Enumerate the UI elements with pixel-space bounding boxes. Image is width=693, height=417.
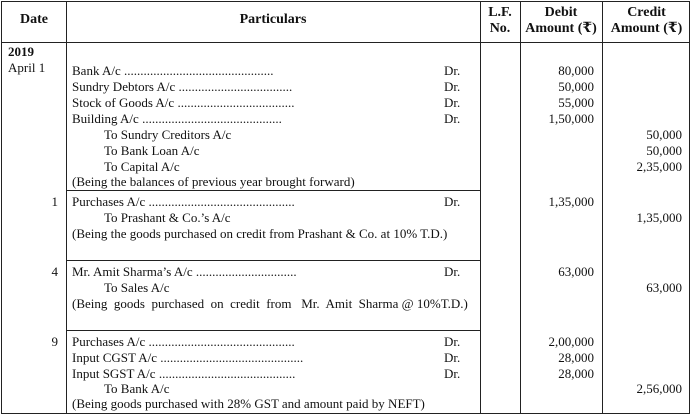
- debit-account-line: Purchases A/c .............................................: [72, 194, 295, 209]
- entry-divider: [66, 330, 480, 331]
- dr-marker: Dr.: [444, 111, 461, 126]
- debit-account-line: Input SGST A/c ..........................................: [72, 366, 296, 381]
- debit-amount: 28,000: [558, 350, 594, 365]
- dr-marker: Dr.: [444, 366, 461, 381]
- narration: (Being goods purchased with 28% GST and amount paid by NEFT): [72, 396, 425, 411]
- header-divider: [2, 42, 689, 43]
- credit-account-line: To Prashant & Co.’s A/c: [104, 210, 231, 225]
- entry-date: 4: [51, 264, 58, 279]
- debit-amount: 63,000: [558, 264, 594, 279]
- debit-amount: 28,000: [558, 366, 594, 381]
- entry-year: 2019: [8, 44, 34, 59]
- credit-account-line: To Sales A/c: [104, 280, 170, 295]
- credit-amount: 63,000: [646, 280, 682, 295]
- debit-amount: 80,000: [558, 63, 594, 78]
- credit-account-line: To Bank Loan A/c: [104, 143, 200, 158]
- header-credit-line2: Amount (₹): [610, 21, 683, 36]
- dr-marker: Dr.: [444, 79, 461, 94]
- header-lf-line1: L.F.: [488, 5, 512, 20]
- column-divider: [66, 2, 67, 413]
- debit-account-line: Sundry Debtors A/c ...................................: [72, 79, 293, 94]
- dr-marker: Dr.: [444, 95, 461, 110]
- debit-account-line: Mr. Amit Sharma’s A/c ...............................: [72, 264, 297, 279]
- narration: (Being goods purchased on credit from Mr. Amit Sharma @ 10%T.D.): [72, 296, 468, 311]
- debit-account-line: Bank A/c ..............................................: [72, 63, 274, 78]
- entry-divider: [66, 260, 480, 261]
- debit-account-line: Stock of Goods A/c ....................................: [72, 95, 295, 110]
- header-date: Date: [20, 12, 48, 27]
- debit-account-line: Purchases A/c .............................................: [72, 334, 295, 349]
- credit-account-line: To Capital A/c: [104, 159, 180, 174]
- narration: (Being the balances of previous year brought forward): [72, 174, 355, 189]
- entry-date: 9: [51, 334, 58, 349]
- credit-amount: 50,000: [646, 127, 682, 142]
- debit-amount: 1,50,000: [548, 111, 594, 126]
- dr-marker: Dr.: [444, 264, 461, 279]
- header-debit-line1: Debit: [544, 5, 578, 20]
- header-lf-line2: No.: [489, 21, 511, 36]
- header-credit-line1: Credit: [627, 5, 666, 20]
- dr-marker: Dr.: [444, 350, 461, 365]
- credit-amount: 2,56,000: [636, 381, 682, 396]
- debit-amount: 1,35,000: [548, 194, 594, 209]
- entry-date: April 1: [8, 60, 46, 75]
- entry-date: 1: [51, 194, 58, 209]
- credit-amount: 1,35,000: [636, 210, 682, 225]
- dr-marker: Dr.: [444, 63, 461, 78]
- debit-amount: 50,000: [558, 79, 594, 94]
- debit-amount: 55,000: [558, 95, 594, 110]
- debit-amount: 2,00,000: [548, 334, 594, 349]
- dr-marker: Dr.: [444, 194, 461, 209]
- entry-divider: [66, 190, 480, 191]
- credit-amount: 2,35,000: [636, 159, 682, 174]
- header-debit-line2: Amount (₹): [525, 21, 597, 36]
- column-divider: [480, 2, 481, 413]
- column-divider: [602, 2, 603, 413]
- dr-marker: Dr.: [444, 334, 461, 349]
- debit-account-line: Input CGST A/c ............................................: [72, 350, 304, 365]
- credit-amount: 50,000: [646, 143, 682, 158]
- narration: (Being the goods purchased on credit from Prashant & Co. at 10% T.D.): [72, 226, 448, 241]
- credit-account-line: To Sundry Creditors A/c: [104, 127, 232, 142]
- credit-account-line: To Bank A/c: [104, 381, 170, 396]
- header-particulars: Particulars: [239, 12, 307, 27]
- debit-account-line: Building A/c ...........................................: [72, 111, 282, 126]
